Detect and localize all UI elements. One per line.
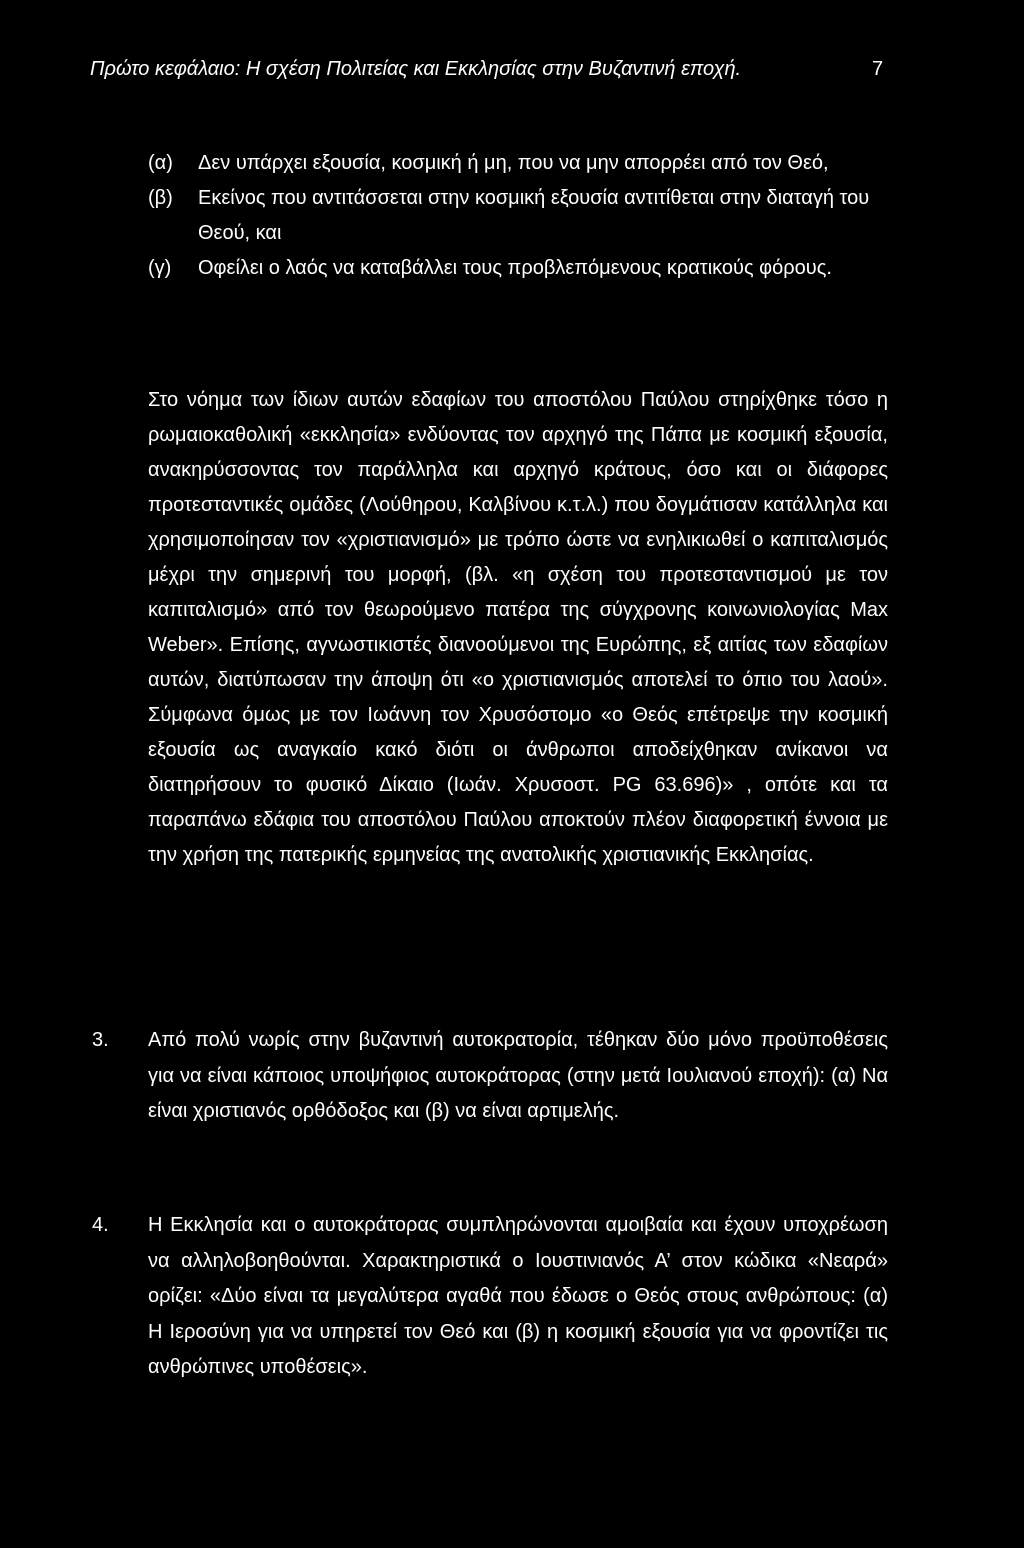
body-paragraph: Στο νόημα των ίδιων αυτών εδαφίων του αποστόλου Παύλου στηρίχθηκε τόσο η ρωμαιοκαθολική «εκκλησία» ενδύοντας τον αρχηγό της Πάπα με κοσμική εξουσία, ανακηρύσσοντας τον παράλληλα και αρχηγό κράτους, όσο και οι διάφορες προτεσταντικές ομάδες (Λούθηρου, Καλβίνου κ.τ.λ.) που δογμάτισαν κατάλληλα και χρησιμοποίησαν τον «χριστιανισμό» με τρόπο ώστε να ενηλικιωθεί ο καπιταλισμός μέχρι την σημερινή του μορφή, (βλ. «η σχέση του προτεσταντισμού με τον καπιταλισμό» από τον θεωρούμενο πατέρα της σύγχρονης κοινωνιολογίας Max Weber». Επίσης, αγνωστικιστές διανοούμενοι της Ευρώπης, εξ αιτίας των εδαφίων αυτών, διατύπωσαν την άποψη ότι «ο χριστιανισμός αποτελεί το όπιο του λαού». Σύμφωνα όμως με τον Ιωάννη τον Χρυσόστομο «ο Θεός επέτρεψε την κοσμική εξουσία ως αναγκαίο κακό διότι οι άνθρωποι αποδείχθηκαν ανίκανοι να διατηρήσουν το φυσικό Δίκαιο (Ιωάν. Χρυσοστ. PG 63.696)» , οπότε και τα παραπάνω εδάφια του αποστόλου Παύλου αποκτούν πλέον διαφορετική έννοια με την χρήση της πατερικής ερμηνείας της ανατολικής χριστιανικής Εκκλησίας. [148, 389, 888, 866]
list-item-a [148, 146, 888, 181]
list-item-c [148, 251, 888, 286]
numbered-item-4 [92, 1208, 888, 1386]
item-text: Η Εκκλησία και ο αυτοκράτορας συμπληρώνονται αμοιβαία και έχουν υποχρέωση να αλληλοβοηθούνται. Χαρακτηριστικά ο Ιουστινιανός Α’ στον κώδικα «Νεαρά» ορίζει: «Δύο είναι τα μεγαλύτερα αγαθά που έδωσε ο Θεός στους ανθρώπους: (α) Η Ιεροσύνη για να υπηρετεί τον Θεό και (β) η κοσμική εξουσία για να φροντίζει τις ανθρώπινες υποθέσεις». [148, 1214, 888, 1378]
list-item-text: Εκείνος που αντιτάσσεται στην κοσμική εξουσία αντιτίθεται στην διαταγή του Θεού, και [198, 187, 870, 244]
item-text: Από πολύ νωρίς στην βυζαντινή αυτοκρατορία, τέθηκαν δύο μόνο προϋποθέσεις για να είναι κάποιος υποψήφιος αυτοκράτορας (στην μετά Ιουλιανού εποχή): (α) Να είναι χριστιανός ορθόδοξος και (β) να είναι αρτιμελής. [148, 1029, 888, 1122]
item-number: 4. [92, 1214, 109, 1236]
list-item-b [148, 181, 888, 251]
list-item-label: (γ) [148, 257, 172, 279]
list-alpha-beta-gamma [148, 146, 888, 286]
running-header-title: Πρώτο κεφάλαιο: Η σχέση Πολιτείας και Εκκλησίας στην Βυζαντινή εποχή. [90, 58, 742, 80]
list-item-text: Οφείλει ο λαός να καταβάλλει τους προβλεπόμενους κρατικούς φόρους. [198, 257, 832, 279]
item-number: 3. [92, 1029, 109, 1051]
page-number: 7 [872, 58, 884, 80]
list-item-text: Δεν υπάρχει εξουσία, κοσμική ή μη, που να μην απορρέει από τον Θεό, [198, 152, 829, 174]
list-item-label: (α) [148, 152, 173, 174]
numbered-item-3 [92, 1023, 888, 1130]
list-item-label: (β) [148, 187, 173, 209]
